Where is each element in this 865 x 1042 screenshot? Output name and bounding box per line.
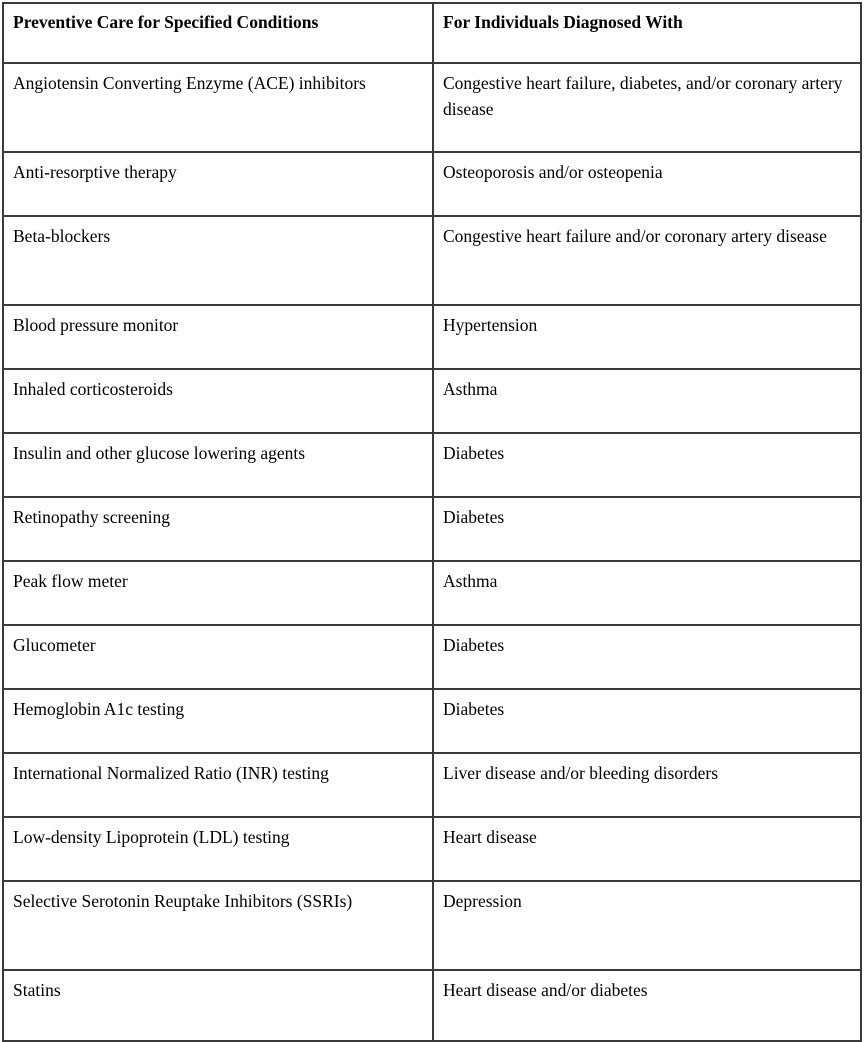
table-row [3,433,861,497]
table-row [3,152,861,216]
diagnosed-with-text: Diabetes [443,635,505,655]
cell-diagnosed-with [433,753,861,817]
cell-diagnosed-with [433,433,861,497]
cell-diagnosed-with [433,625,861,689]
table-row [3,216,861,305]
preventive-care-text: Selective Serotonin Reuptake Inhibitors (SSRIs) [13,891,353,911]
diagnosed-with-text: Diabetes [443,699,505,719]
table-row [3,497,861,561]
table-row [3,689,861,753]
diagnosed-with-text: Asthma [443,571,498,591]
table-row [3,753,861,817]
preventive-care-text: Low-density Lipoprotein (LDL) testing [13,827,290,847]
cell-preventive-care [3,216,433,305]
diagnosed-with-text: Diabetes [443,507,505,527]
diagnosed-with-text: Depression [443,891,522,911]
diagnosed-with-text: Congestive heart failure and/or coronary artery disease [443,226,827,246]
cell-preventive-care [3,63,433,152]
cell-preventive-care [3,625,433,689]
preventive-care-text: Angiotensin Converting Enzyme (ACE) inhibitors [13,73,366,93]
cell-diagnosed-with [433,689,861,753]
cell-preventive-care [3,152,433,216]
cell-diagnosed-with [433,63,861,152]
diagnosed-with-text: Hypertension [443,315,538,335]
diagnosed-with-text: Osteoporosis and/or osteopenia [443,162,663,182]
cell-preventive-care [3,753,433,817]
cell-preventive-care [3,970,433,1041]
column-header-preventive-care [3,3,433,63]
preventive-care-text: International Normalized Ratio (INR) testing [13,763,329,783]
diagnosed-with-text: Diabetes [443,443,505,463]
cell-preventive-care [3,881,433,970]
preventive-care-text: Retinopathy screening [13,507,170,527]
cell-diagnosed-with [433,216,861,305]
cell-preventive-care [3,433,433,497]
column-header-preventive-care-label: Preventive Care for Specified Conditions [13,12,319,32]
cell-diagnosed-with [433,970,861,1041]
column-header-diagnosed-with [433,3,861,63]
table-header-row [3,3,861,63]
table-row [3,625,861,689]
cell-diagnosed-with [433,369,861,433]
cell-diagnosed-with [433,561,861,625]
preventive-care-text: Blood pressure monitor [13,315,179,335]
table-body [3,63,861,1041]
cell-preventive-care [3,305,433,369]
cell-diagnosed-with [433,152,861,216]
cell-diagnosed-with [433,817,861,881]
table-row [3,817,861,881]
table-row [3,561,861,625]
cell-diagnosed-with [433,881,861,970]
cell-preventive-care [3,369,433,433]
cell-preventive-care [3,817,433,881]
preventive-care-text: Beta-blockers [13,226,111,246]
table-row [3,305,861,369]
preventive-care-text: Peak flow meter [13,571,128,591]
table-row [3,369,861,433]
preventive-care-table [2,2,862,1042]
preventive-care-text: Anti-resorptive therapy [13,162,177,182]
preventive-care-text: Statins [13,980,61,1000]
table-row [3,63,861,152]
diagnosed-with-text: Asthma [443,379,498,399]
table-row [3,881,861,970]
table-header [3,3,861,63]
cell-diagnosed-with [433,497,861,561]
diagnosed-with-text: Liver disease and/or bleeding disorders [443,763,719,783]
cell-preventive-care [3,689,433,753]
table-row [3,970,861,1041]
preventive-care-text: Inhaled corticosteroids [13,379,173,399]
preventive-care-text: Glucometer [13,635,96,655]
preventive-care-text: Hemoglobin A1c testing [13,699,185,719]
diagnosed-with-text: Heart disease [443,827,537,847]
diagnosed-with-text: Heart disease and/or diabetes [443,980,648,1000]
cell-preventive-care [3,497,433,561]
preventive-care-text: Insulin and other glucose lowering agents [13,443,306,463]
cell-preventive-care [3,561,433,625]
column-header-diagnosed-with-label: For Individuals Diagnosed With [443,12,683,32]
diagnosed-with-text: Congestive heart failure, diabetes, and/or coronary artery disease [443,73,843,119]
cell-diagnosed-with [433,305,861,369]
